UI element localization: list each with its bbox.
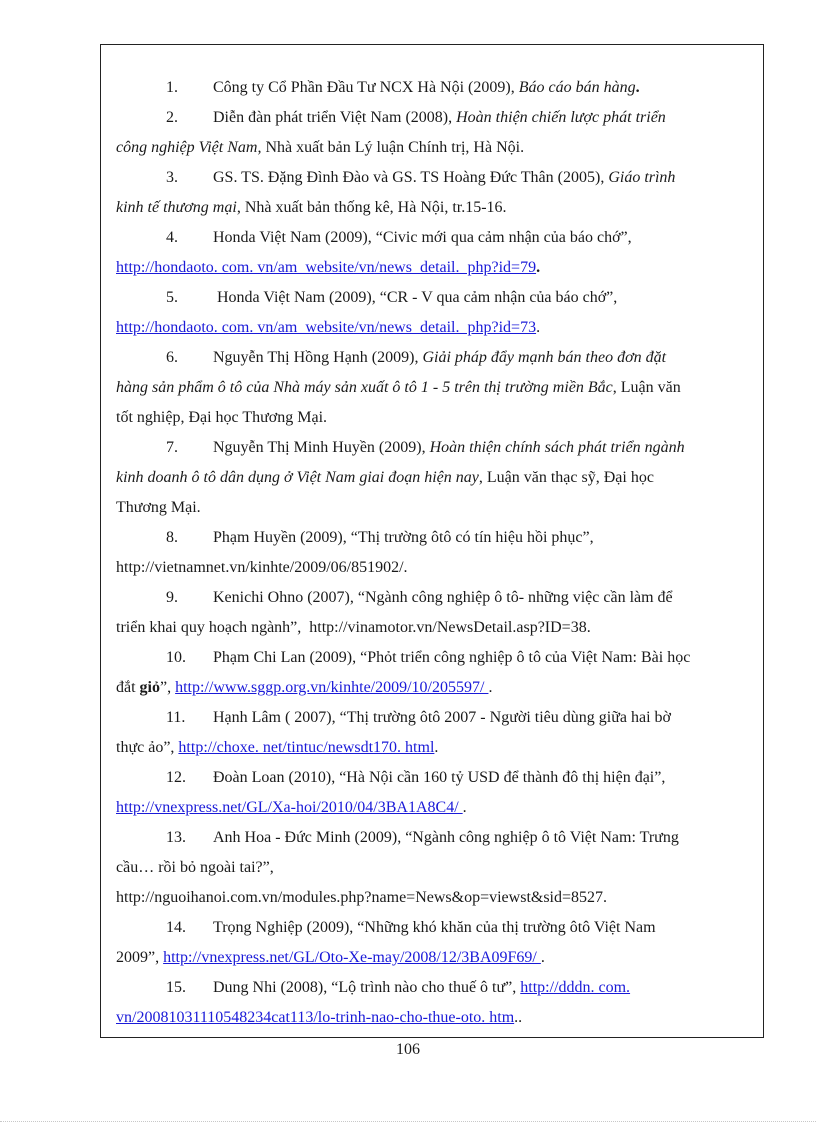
reference-text-bold: . bbox=[635, 79, 640, 96]
reference-text: tốt nghiệp, Đại học Thương Mại. bbox=[116, 409, 328, 426]
page-number: 106 bbox=[396, 1041, 420, 1058]
reference-item bbox=[116, 163, 750, 223]
reference-text: Trọng Nghiệp (2009), “Những khó khăn của thị trường ôtô Việt Nam bbox=[213, 919, 656, 936]
reference-number: 7. bbox=[166, 439, 178, 456]
reference-number: 11. bbox=[166, 709, 186, 726]
reference-line bbox=[116, 463, 750, 493]
reference-item bbox=[116, 973, 750, 1033]
reference-text: . bbox=[536, 319, 541, 336]
reference-line bbox=[116, 343, 750, 373]
reference-line bbox=[116, 823, 750, 853]
reference-item bbox=[116, 73, 750, 103]
reference-item bbox=[116, 643, 750, 703]
reference-link[interactable]: http://vnexpress.net/GL/Oto-Xe-may/2008/12/3BA09F69/ bbox=[163, 949, 541, 966]
reference-text: triển khai quy hoạch ngành”, http://vinamotor.vn/NewsDetail.asp?ID=38. bbox=[116, 619, 591, 636]
reference-list bbox=[116, 73, 750, 1033]
reference-item bbox=[116, 913, 750, 973]
reference-title: Giải pháp đẩy mạnh bán theo đơn đặt bbox=[422, 349, 667, 366]
reference-text: Honda Việt Nam (2009), “CR - V qua cảm nhận của báo chớ”, bbox=[213, 289, 618, 306]
reference-link[interactable]: http://vnexpress.net/GL/Xa-hoi/2010/04/3BA1A8C4/ bbox=[116, 799, 463, 816]
reference-item bbox=[116, 583, 750, 643]
reference-line bbox=[116, 943, 750, 973]
reference-number: 5. bbox=[166, 289, 178, 306]
reference-text: . bbox=[488, 679, 493, 696]
reference-line bbox=[116, 313, 750, 343]
reference-link[interactable]: http://www.sggp.org.vn/kinhte/2009/10/205597/ bbox=[175, 679, 489, 696]
reference-text: 2009”, bbox=[116, 949, 164, 966]
reference-text: Phạm Chi Lan (2009), “Phỏt triển công nghiệp ô tô của Việt Nam: Bài học bbox=[213, 649, 691, 666]
reference-number: 2. bbox=[166, 109, 178, 126]
reference-text: thực ảo”, bbox=[116, 739, 179, 756]
reference-text: Công ty Cổ Phần Đầu Tư NCX Hà Nội (2009), bbox=[213, 79, 519, 96]
reference-text: ”, bbox=[160, 679, 176, 696]
reference-text: cầu… rồi bỏ ngoài tai?”, bbox=[116, 859, 274, 876]
reference-line bbox=[116, 283, 750, 313]
reference-text: Honda Việt Nam (2009), “Civic mới qua cảm nhận của báo chớ”, bbox=[213, 229, 632, 246]
reference-title: hàng sản phẩm ô tô của Nhà máy sản xuất ô tô 1 - 5 trên thị trường miền Bắc bbox=[116, 379, 613, 396]
reference-line bbox=[116, 433, 750, 463]
reference-link[interactable]: http://hondaoto. com. vn/am_website/vn/news_detail. php?id=73 bbox=[116, 319, 537, 336]
reference-text: http://vietnamnet.vn/kinhte/2009/06/851902/. bbox=[116, 559, 408, 576]
reference-text: http://nguoihanoi.com.vn/modules.php?name=News&op=viewst&sid=8527. bbox=[116, 889, 608, 906]
reference-number: 14. bbox=[166, 919, 186, 936]
reference-text: đắt bbox=[116, 679, 140, 696]
reference-line bbox=[116, 103, 750, 133]
reference-text: , Nhà xuất bản thống kê, Hà Nội, tr.15-16. bbox=[236, 199, 507, 216]
reference-text: Anh Hoa - Đức Minh (2009), “Ngành công nghiệp ô tô Việt Nam: Trưng bbox=[213, 829, 679, 846]
reference-link[interactable]: http://dddn. com. bbox=[520, 979, 631, 996]
reference-text: Nguyễn Thị Hồng Hạnh (2009), bbox=[213, 349, 423, 366]
reference-title: kinh tế thương mại bbox=[116, 199, 237, 216]
reference-text-bold: . bbox=[536, 259, 541, 276]
reference-item bbox=[116, 763, 750, 823]
reference-number: 8. bbox=[166, 529, 178, 546]
reference-text-bold: giỏ bbox=[139, 679, 160, 696]
reference-line bbox=[116, 73, 750, 103]
reference-line bbox=[116, 253, 750, 283]
reference-line bbox=[116, 913, 750, 943]
reference-line bbox=[116, 733, 750, 763]
reference-text: Thương Mại. bbox=[116, 499, 201, 516]
reference-link[interactable]: http://choxe. net/tintuc/newsdt170. html bbox=[178, 739, 435, 756]
reference-line bbox=[116, 493, 750, 523]
reference-text: Kenichi Ohno (2007), “Ngành công nghiệp ô tô- những việc cần làm để bbox=[213, 589, 673, 606]
reference-line bbox=[116, 793, 750, 823]
reference-item bbox=[116, 823, 750, 913]
reference-line bbox=[116, 883, 750, 913]
reference-item bbox=[116, 223, 750, 283]
reference-number: 9. bbox=[166, 589, 178, 606]
reference-text: . bbox=[540, 949, 545, 966]
reference-item bbox=[116, 103, 750, 163]
reference-line bbox=[116, 553, 750, 583]
reference-line bbox=[116, 523, 750, 553]
reference-text: GS. TS. Đặng Đình Đào và GS. TS Hoàng Đức Thân (2005), bbox=[213, 169, 609, 186]
reference-line bbox=[116, 763, 750, 793]
reference-line bbox=[116, 193, 750, 223]
reference-title: Hoàn thiện chính sách phát triển ngành bbox=[429, 439, 685, 456]
reference-text: Nguyễn Thị Minh Huyền (2009), bbox=[213, 439, 430, 456]
reference-line bbox=[116, 643, 750, 673]
page-bottom-rule bbox=[0, 1121, 816, 1122]
reference-number: 15. bbox=[166, 979, 186, 996]
reference-text: Dung Nhi (2008), “Lộ trình nào cho thuế ô tư”, bbox=[213, 979, 521, 996]
reference-text: . bbox=[434, 739, 439, 756]
reference-text: , Luận văn bbox=[612, 379, 681, 396]
reference-link[interactable]: vn/20081031110548234cat113/lo-trinh-nao-cho-thue-oto. htm bbox=[116, 1009, 515, 1026]
reference-line bbox=[116, 703, 750, 733]
reference-item bbox=[116, 343, 750, 433]
reference-number: 13. bbox=[166, 829, 186, 846]
reference-title: kinh doanh ô tô dân dụng ở Việt Nam giai đoạn hiện nay bbox=[116, 469, 479, 486]
reference-line bbox=[116, 403, 750, 433]
reference-number: 3. bbox=[166, 169, 178, 186]
reference-item bbox=[116, 523, 750, 583]
reference-line bbox=[116, 973, 750, 1003]
reference-text: .. bbox=[514, 1009, 523, 1026]
reference-text: Nhà xuất bản Lý luận Chính trị, Hà Nội. bbox=[261, 139, 525, 156]
reference-line bbox=[116, 163, 750, 193]
reference-line bbox=[116, 373, 750, 403]
reference-text: Phạm Huyền (2009), “Thị trường ôtô có tín hiệu hồi phục”, bbox=[213, 529, 594, 546]
reference-number: 4. bbox=[166, 229, 178, 246]
reference-item bbox=[116, 433, 750, 523]
reference-line bbox=[116, 853, 750, 883]
reference-line bbox=[116, 1003, 750, 1033]
reference-number: 12. bbox=[166, 769, 186, 786]
reference-text: Hạnh Lâm ( 2007), “Thị trường ôtô 2007 - Người tiêu dùng giữa hai bờ bbox=[213, 709, 671, 726]
reference-item bbox=[116, 283, 750, 343]
reference-line bbox=[116, 673, 750, 703]
reference-title: công nghiệp Việt Nam, bbox=[116, 139, 262, 156]
reference-item bbox=[116, 703, 750, 763]
reference-number: 6. bbox=[166, 349, 178, 366]
reference-text: , Luận văn thạc sỹ, Đại học bbox=[478, 469, 654, 486]
reference-number: 10. bbox=[166, 649, 186, 666]
reference-line bbox=[116, 613, 750, 643]
reference-title: Báo cáo bán hàng bbox=[518, 79, 636, 96]
reference-text: Đoàn Loan (2010), “Hà Nội cần 160 tỷ USD để thành đô thị hiện đại”, bbox=[213, 769, 666, 786]
reference-line bbox=[116, 223, 750, 253]
reference-number: 1. bbox=[166, 79, 178, 96]
reference-text: . bbox=[462, 799, 467, 816]
reference-line bbox=[116, 583, 750, 613]
reference-link[interactable]: http://hondaoto. com. vn/am_website/vn/news_detail. php?id=79 bbox=[116, 259, 537, 276]
reference-line bbox=[116, 133, 750, 163]
reference-title: Giáo trình bbox=[608, 169, 676, 186]
reference-text: Diễn đàn phát triển Việt Nam (2008), bbox=[213, 109, 457, 126]
reference-title: Hoàn thiện chiến lược phát triển bbox=[456, 109, 666, 126]
